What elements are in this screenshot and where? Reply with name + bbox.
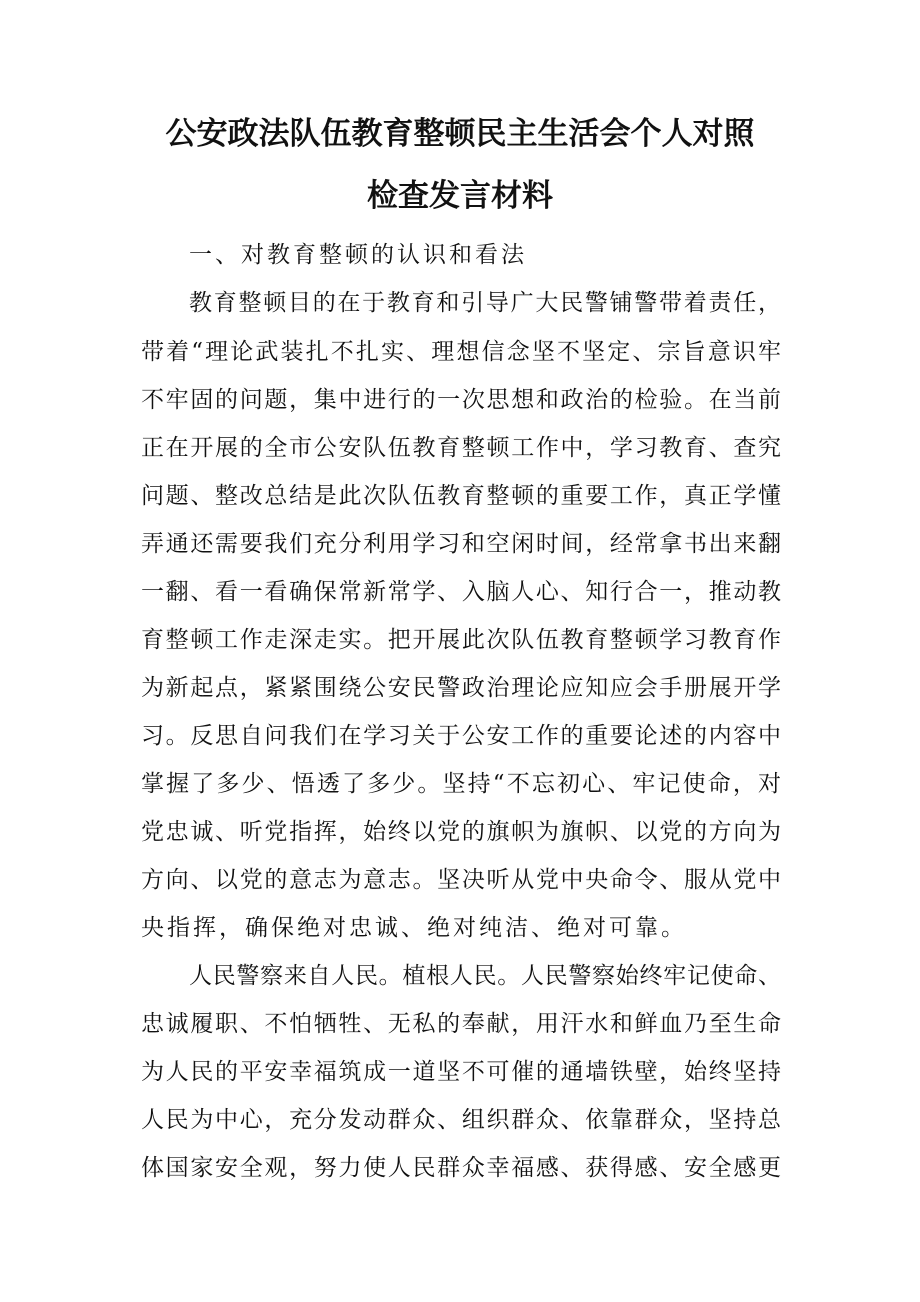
paragraph-1-line: 育整顿工作走深走实。把开展此次队伍教育整顿学习教育作 bbox=[141, 627, 781, 653]
paragraph-1-line: 正在开展的全市公安队伍教育整顿工作中，学习教育、查究 bbox=[141, 435, 781, 461]
paragraph-1-line: 央指挥，确保绝对忠诚、绝对纯洁、绝对可靠。 bbox=[141, 915, 687, 941]
paragraph-1-line: 方向、以党的意志为意志。坚决听从党中央命令、服从党中 bbox=[141, 867, 781, 893]
document-title-line-2: 检查发言材料 bbox=[367, 178, 553, 214]
document-title-line-1: 公安政法队伍教育整顿民主生活会个人对照 bbox=[165, 116, 755, 152]
paragraph-1-line: 为新起点，紧紧围绕公安民警政治理论应知应会手册展开学 bbox=[141, 675, 781, 701]
paragraph-1-line: 掌握了多少、悟透了多少。坚持“不忘初心、牢记使命，对 bbox=[141, 771, 781, 797]
paragraph-1-line: 问题、整改总结是此次队伍教育整顿的重要工作，真正学懂 bbox=[141, 483, 781, 509]
paragraph-1-line: 一翻、看一看确保常新常学、入脑人心、知行合一，推动教 bbox=[141, 579, 781, 605]
paragraph-2-line: 人民为中心，充分发动群众、组织群众、依靠群众，坚持总 bbox=[141, 1107, 781, 1133]
paragraph-1-line: 带着“理论武装扎不扎实、理想信念坚不坚定、宗旨意识牢 bbox=[141, 339, 781, 365]
paragraph-1-line: 习。反思自问我们在学习关于公安工作的重要论述的内容中 bbox=[141, 723, 781, 749]
paragraph-1-line: 不牢固的问题，集中进行的一次思想和政治的检验。在当前 bbox=[141, 387, 781, 413]
paragraph-2-line: 为人民的平安幸福筑成一道坚不可催的通墙铁壁，始终坚持 bbox=[141, 1059, 781, 1085]
paragraph-1-line: 弄通还需要我们充分利用学习和空闲时间，经常拿书出来翻 bbox=[141, 531, 781, 557]
paragraph-1-line: 教育整顿目的在于教育和引导广大民警铺警带着责任， bbox=[189, 290, 781, 316]
paragraph-2-line: 人民警察来自人民。植根人民。人民警察始终牢记使命、 bbox=[189, 963, 781, 989]
section-heading: 一、对教育整顿的认识和看法 bbox=[189, 242, 527, 268]
paragraph-2-line: 体国家安全观，努力使人民群众幸福感、获得感、安全感更 bbox=[141, 1155, 781, 1181]
paragraph-1-line: 党忠诚、听党指挥，始终以党的旗帜为旗帜、以党的方向为 bbox=[141, 819, 781, 845]
paragraph-2-line: 忠诚履职、不怕牺牲、无私的奉献，用汗水和鲜血乃至生命 bbox=[141, 1011, 781, 1037]
